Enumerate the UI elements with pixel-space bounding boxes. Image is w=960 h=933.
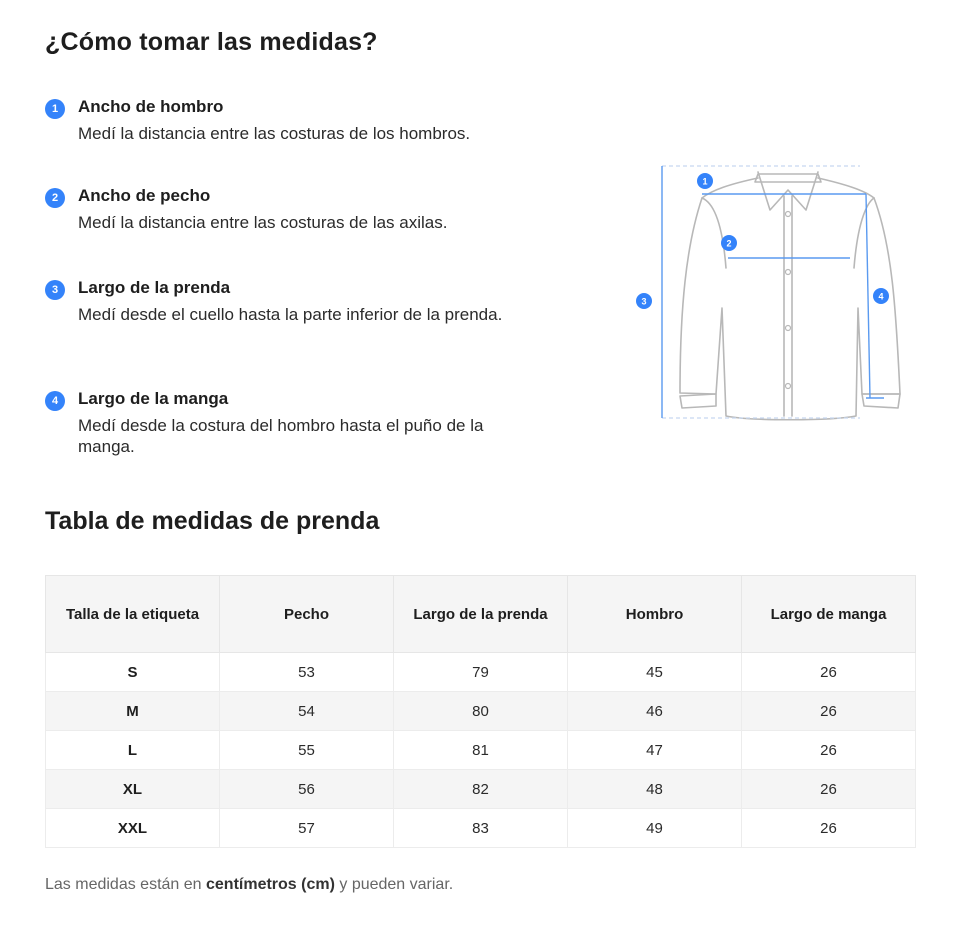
step-number-badge: 1 [45,99,65,119]
marker-3 [636,293,652,309]
step-description: Medí desde el cuello hasta la parte inferior de la prenda. [78,305,503,324]
size-cell: XXL [46,809,220,848]
chest-cell: 55 [220,731,394,770]
shoulder-cell: 48 [568,770,742,809]
table-row [46,653,916,692]
shirt-outline [680,172,900,420]
length-cell: 83 [394,809,568,848]
marker-4 [873,288,889,304]
table-row [46,809,916,848]
step-description: Medí desde la costura del hombro hasta el puño de la manga. [78,416,484,456]
step-title: Largo de la manga [78,389,229,408]
length-cell: 79 [394,653,568,692]
column-header-garment-length: Largo de la prenda [394,576,568,653]
length-cell: 82 [394,770,568,809]
marker-4-label: 4 [878,291,884,302]
units-footnote [45,876,453,894]
marker-2-label: 2 [726,238,732,249]
footnote-unit: centímetros (cm) [206,876,335,893]
sleeve-cell: 26 [742,692,916,731]
measurement-lines [662,166,884,418]
length-cell: 80 [394,692,568,731]
column-header-shoulder: Hombro [568,576,742,653]
size-cell: L [46,731,220,770]
table-row [46,770,916,809]
marker-2 [721,235,737,251]
chest-cell: 54 [220,692,394,731]
step-description: Medí la distancia entre las costuras de los hombros. [78,124,471,143]
shirt-buttons [786,212,791,389]
shoulder-cell: 46 [568,692,742,731]
shoulder-cell: 45 [568,653,742,692]
sleeve-cell: 26 [742,653,916,692]
chest-cell: 57 [220,809,394,848]
shoulder-cell: 47 [568,731,742,770]
sleeve-cell: 26 [742,809,916,848]
footnote-prefix: Las medidas están en [45,876,206,893]
marker-3-label: 3 [641,296,647,307]
size-table-title: Tabla de medidas de prenda [45,507,380,535]
table-row [46,692,916,731]
step-number-badge: 3 [45,280,65,300]
column-header-sleeve-length: Largo de manga [742,576,916,653]
step-description: Medí la distancia entre las costuras de las axilas. [78,213,448,232]
footnote-suffix: y pueden variar. [334,876,454,893]
step-number-badge: 4 [45,391,65,411]
marker-1 [697,173,713,189]
chest-cell: 56 [220,770,394,809]
size-table [45,575,916,848]
shirt-measurement-diagram-icon [630,158,920,428]
step-title: Ancho de pecho [78,186,211,205]
chest-cell: 53 [220,653,394,692]
table-row [46,731,916,770]
length-cell: 81 [394,731,568,770]
sleeve-cell: 26 [742,770,916,809]
size-cell: XL [46,770,220,809]
sleeve-cell: 26 [742,731,916,770]
shoulder-cell: 49 [568,809,742,848]
step-title: Largo de la prenda [78,278,231,297]
size-cell: M [46,692,220,731]
column-header-label-size: Talla de la etiqueta [46,576,220,653]
size-cell: S [46,653,220,692]
column-header-chest: Pecho [220,576,394,653]
step-title: Ancho de hombro [78,97,224,116]
marker-1-label: 1 [702,176,708,187]
length-guide-dashes [662,166,860,418]
page-title: ¿Cómo tomar las medidas? [45,28,378,56]
step-number-badge: 2 [45,188,65,208]
table-header-row [46,576,916,653]
